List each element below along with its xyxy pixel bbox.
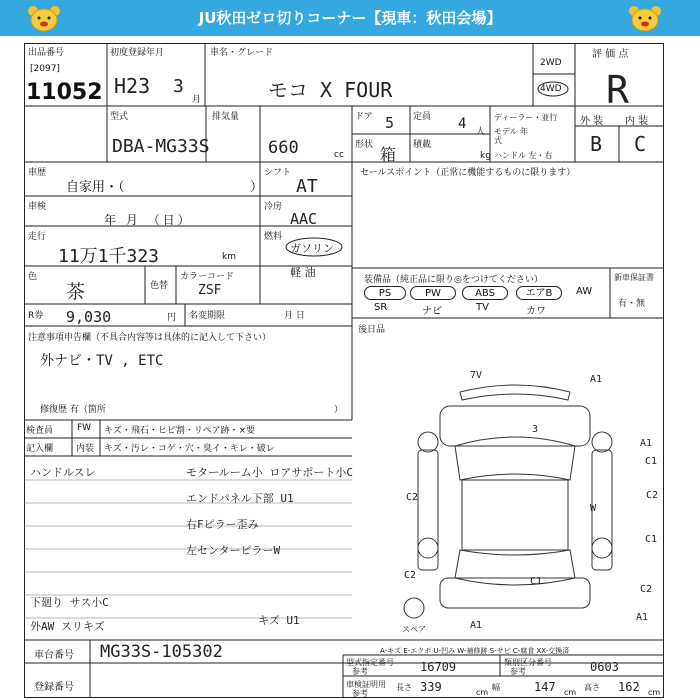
name-limit-label: 名変期限 [189,311,226,321]
diagram-mark-12: A1 [470,620,483,631]
mileage-unit: km [222,252,236,262]
registration-label: 登録番号 [34,682,74,693]
shape-label: 形状 [355,140,374,150]
equip-navi: ナビ [422,306,442,317]
remark-2: モタールーム小 ロアサポート小C [186,466,354,479]
usage-value: 自家用・（ [66,180,125,195]
inspection-value: 年 月 （日） [104,213,193,227]
equip-sr: SR [374,302,388,313]
class-value: 0603 [590,660,619,674]
length-unit: cm [476,688,489,697]
grade-label: 評 価 点 [592,49,629,60]
fuel-gasoline-circle-icon [284,236,344,258]
remark-4: 右Fピラー歪み [186,518,259,531]
diagram-mark-3: A1 [640,438,653,449]
length-label: 長さ [396,683,412,692]
reg-cert-label: 車検証明用 [346,680,386,689]
diagram-mark-5: C1 [645,534,658,545]
height-value: 162 [618,680,640,694]
inspection-label: 車検 [28,202,47,212]
model-grade-value: モコ X FOUR [268,78,393,102]
diagram-mark-11: C1 [530,576,543,587]
class-label-2: 参考 [510,667,526,676]
exterior-label: 外 装 [580,116,604,127]
recycle-label: R券 [28,311,44,321]
notes-value: 外ナビ・TV , ETC [40,353,164,369]
height-unit: cm [648,688,661,697]
recycle-value: 9,030 [66,308,112,326]
displacement-unit: cc [334,150,344,160]
inspector-label: 検査員 [26,426,54,436]
displacement-value: 660 [268,138,299,158]
class-label: 類別区分番号 [504,658,552,667]
loading-unit: kg [480,151,491,161]
shift-value: AT [296,176,318,197]
equip-aw: AW [576,286,593,297]
equip-pw: PW [410,286,456,300]
fuel-gasoline: ガソリン [290,242,334,255]
shape-value: 箱 [380,145,397,164]
ac-label: 冷房 [264,202,283,212]
diagram-mark-6: C2 [406,492,419,503]
remark-5: 左センターピラーW [186,544,281,557]
capacity-value: 4 [458,116,467,132]
shift-label: シフト [264,168,292,178]
width-value: 147 [534,680,556,694]
diagram-mark-10: W [590,503,597,514]
chassis-value: MG33S-105302 [100,642,223,662]
recycle-unit: 円 [167,313,177,323]
diagram-mark-8: C2 [404,570,417,581]
doors-value: 5 [385,114,395,132]
equip-abs: ABS [462,286,508,300]
cert-label: 型式指定番号 [346,658,394,667]
remark-8: キズ U1 [258,614,300,627]
car-damage-diagram [400,380,630,620]
handle-label: ハンドル 左・右 [494,151,553,160]
capacity-unit: 人 [476,127,486,137]
diagram-mark-2: A1 [590,374,603,385]
color-change-label: 色替 [150,281,169,291]
banner-title: JU秋田ゼロ切りコーナー【現車：秋田会場】 [198,9,502,27]
model-year-label: モデル 年式 [494,127,529,145]
sale-points-label: セールスポイント（正常に機能するものに限ります） [360,168,576,178]
diagram-mark-1: 7V [470,370,483,381]
month-unit: 月 [192,95,202,105]
damage-legend: A-キズ E-エクボ U-凹み W-補修跡 S-サビ C-腐食 XX-交換済 [380,647,570,655]
name-limit-value: 月 日 [284,311,305,321]
equip-tv: TV [476,302,489,313]
interior-grade: C [634,132,647,156]
doors-label: ドア [355,112,373,122]
diagram-mark-9: C2 [640,584,653,595]
color-value: 茶 [66,281,86,303]
displacement-label: 排気量 [212,112,240,122]
drive-2wd-label: 2WD [540,58,562,68]
lot-number: 11052 [26,80,103,105]
diagram-mark-13: 3 [532,424,539,435]
diagram-mark-4: C1 [645,456,658,467]
lot-number-label: 出品番号 [28,48,65,58]
first-registration-label: 初度登録年月 [110,48,165,58]
color-label: 色 [28,272,38,282]
warranty-label: 新車保証書 [614,273,654,282]
int-label: 内装 [76,444,95,454]
length-value: 339 [420,680,442,694]
fuel-label: 燃料 [264,232,283,242]
chassis-label: 車台番号 [34,650,74,661]
entry-label: 記入欄 [26,444,54,454]
exterior-grade: B [590,132,603,156]
remark-7: 外AW スリキズ [30,620,105,633]
height-label: 高さ [584,683,600,692]
remark-6: 下廻り サス小C [30,596,109,609]
model-grade-label: 車名・グレード [210,48,274,58]
grade-value: R [606,68,629,112]
first-registration-year: H23 [114,74,151,98]
type-value: DBA-MG33S [112,136,210,157]
ac-value: AAC [290,210,318,228]
remark-1: ハンドルスレ [30,466,96,479]
repair-close-paren: ） [334,405,344,415]
cert-label-2: 参考 [352,667,368,676]
int-text: キズ・汚レ・コゲ・穴・臭イ・キレ・破レ [104,444,275,454]
spare-label: スペア [402,625,426,634]
width-label: 幅 [492,683,500,692]
loading-label: 積載 [413,140,432,150]
interior-label: 内 装 [625,116,649,127]
fw-text: キズ・飛石・ヒビ割・リペア跡・×要 [104,426,256,436]
color-code-value: ZSF [198,283,222,298]
remark-3: エンドパネル下部 U1 [186,492,294,505]
dealer-label: ディーラー・並行 [494,113,558,122]
equipment-label: 装備品（純正品に限り◎をつけてください） [364,275,543,285]
mileage-label: 走行 [28,232,47,242]
usage-label: 車歴 [28,168,47,178]
equip-ps: PS [364,286,406,300]
equip-airbag: エアB [516,286,562,300]
reg-cert-label-2: 参考 [352,689,368,698]
fuel-diesel: 軽 油 [290,266,316,279]
notes-label: 注意事項申告欄（不具合内容等は具体的に記入して下さい） [28,333,272,343]
lot-sub-number: [2097] [30,64,60,74]
first-registration-month: 3 [173,76,184,97]
drive-4wd-label: 4WD [540,84,562,94]
width-unit: cm [564,688,577,697]
fw-label: FW [77,423,92,433]
capacity-label: 定員 [413,112,432,122]
equip-leather: カワ [526,306,546,317]
diagram-mark-7: C2 [646,490,659,501]
repair-label: 修復歴 有（箇所 [40,405,106,415]
cert-value: 16709 [420,660,457,674]
color-code-label: カラーコード [180,272,235,282]
drive-4wd-circle-icon [536,80,570,98]
type-label: 型式 [110,112,129,122]
diagram-mark-14: A1 [636,612,649,623]
warranty-value: 有・無 [618,299,646,309]
mileage-value: 11万1千323 [58,246,160,267]
usage-close-paren: ） [250,180,264,195]
rear-items-label: 後日品 [358,325,386,335]
